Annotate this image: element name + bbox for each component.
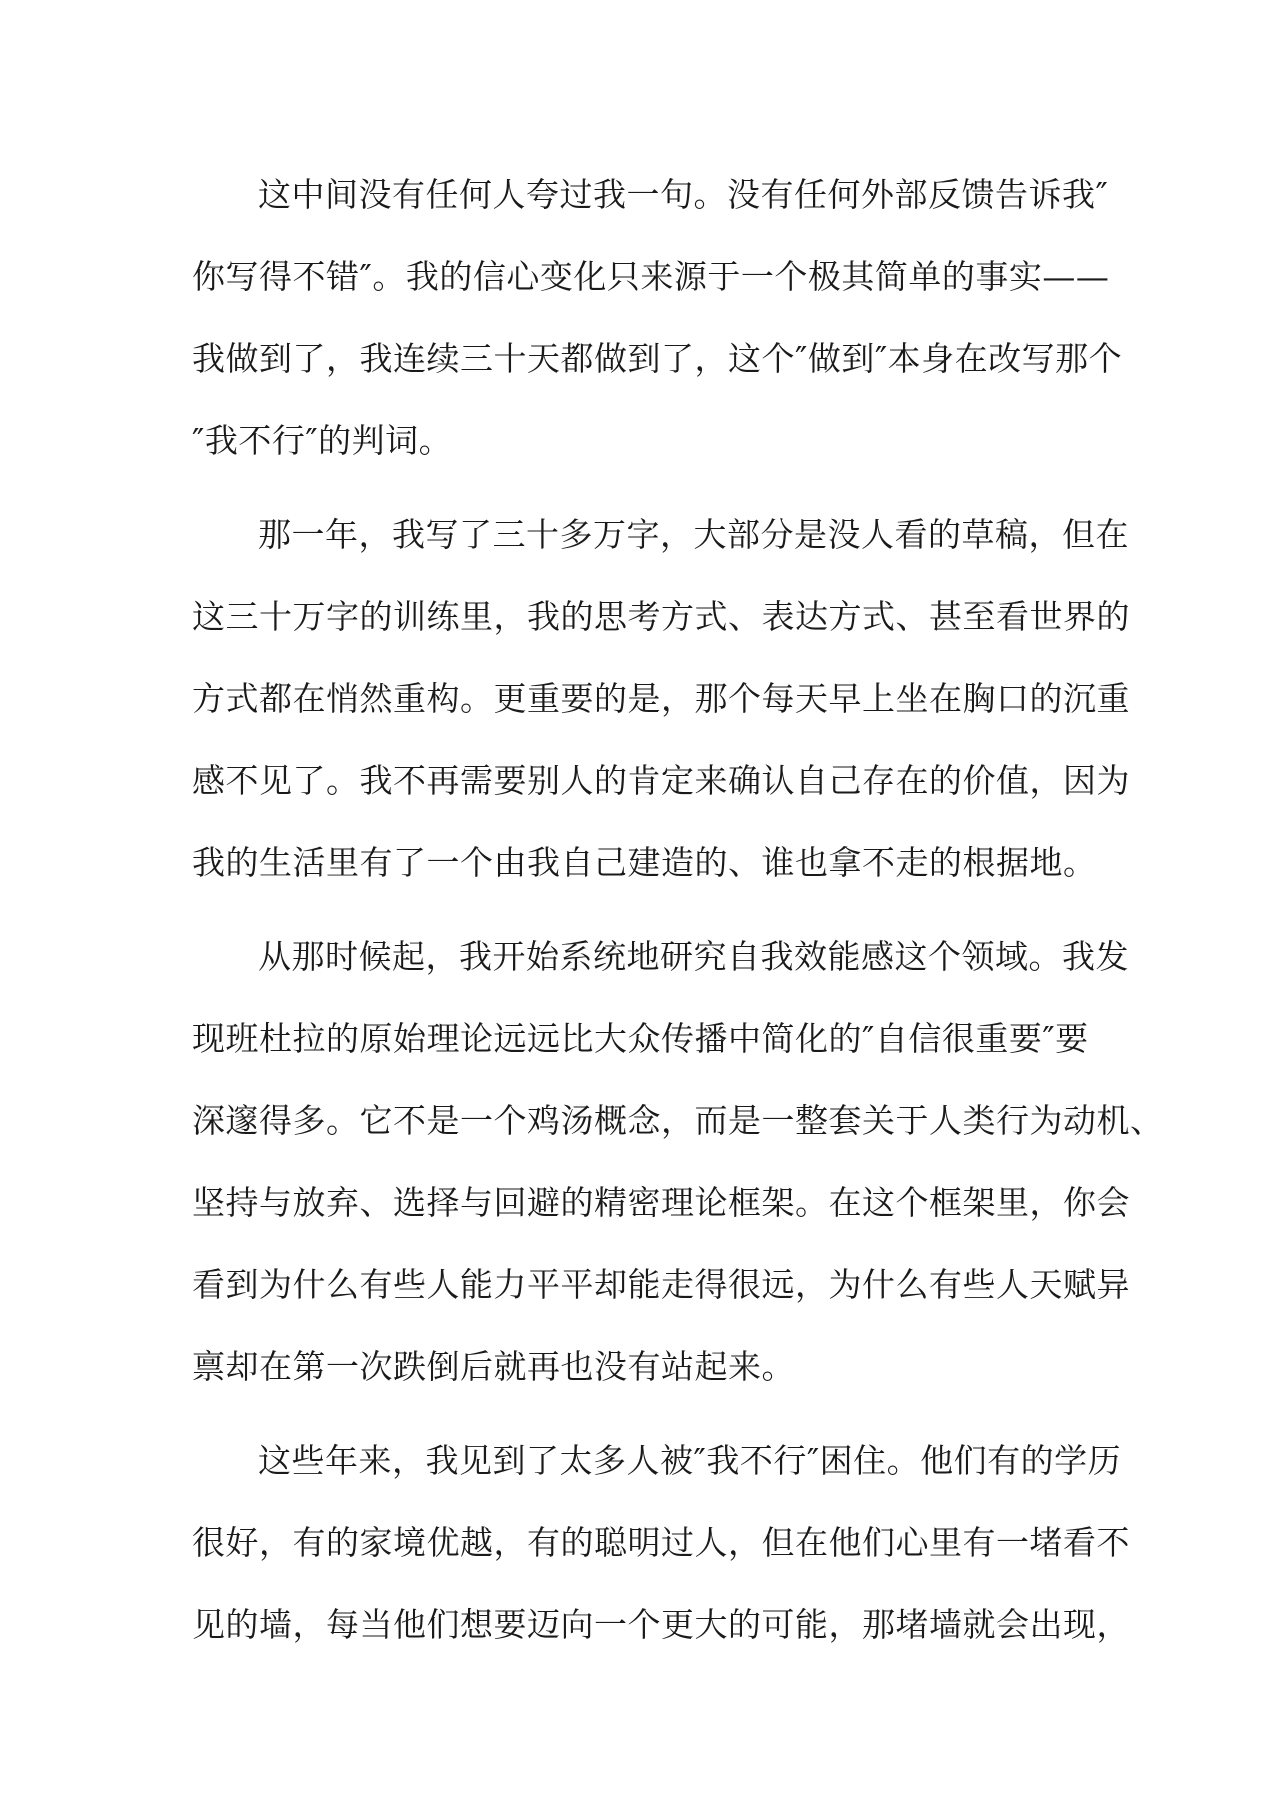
paragraph-2-line-1: 那一年，我写了三十多万字，大部分是没人看的草稿，但在 [258,515,1129,554]
paragraph-2-line-4: 感不见了。我不再需要别人的肯定来确认自己存在的价值，因为 [192,761,1130,800]
paragraph-1-line-4: ″我不行″的判词。 [192,421,453,460]
paragraph-1-line-2: 你写得不错″。我的信心变化只来源于一个极其简单的事实—— [192,257,1110,296]
paragraph-4-line-1: 这些年来，我见到了太多人被″我不行″困住。他们有的学历 [258,1441,1122,1480]
paragraph-3-line-1: 从那时候起，我开始系统地研究自我效能感这个领域。我发 [258,937,1129,976]
paragraph-4-line-2: 很好，有的家境优越，有的聪明过人，但在他们心里有一堵看不 [192,1523,1130,1562]
paragraph-3-line-2: 现班杜拉的原始理论远远比大众传播中简化的″自信很重要″要 [192,1019,1089,1058]
paragraph-2-line-2: 这三十万字的训练里，我的思考方式、表达方式、甚至看世界的 [192,597,1130,636]
paragraph-3-line-6: 禀却在第一次跌倒后就再也没有站起来。 [192,1347,795,1386]
paragraph-3-line-5: 看到为什么有些人能力平平却能走得很远，为什么有些人天赋异 [192,1265,1130,1304]
paragraph-2-line-3: 方式都在悄然重构。更重要的是，那个每天早上坐在胸口的沉重 [192,679,1130,718]
paragraph-4-line-3: 见的墙，每当他们想要迈向一个更大的可能，那堵墙就会出现， [192,1605,1130,1644]
paragraph-3-line-4: 坚持与放弃、选择与回避的精密理论框架。在这个框架里，你会 [192,1183,1130,1222]
paragraph-2-line-5: 我的生活里有了一个由我自己建造的、谁也拿不走的根据地。 [192,843,1097,882]
paragraph-3-line-3: 深邃得多。它不是一个鸡汤概念，而是一整套关于人类行为动机、 [192,1101,1164,1140]
paragraph-1-line-1: 这中间没有任何人夸过我一句。没有任何外部反馈告诉我″ [258,175,1109,214]
paragraph-1-line-3: 我做到了，我连续三十天都做到了，这个″做到″本身在改写那个 [192,339,1123,378]
